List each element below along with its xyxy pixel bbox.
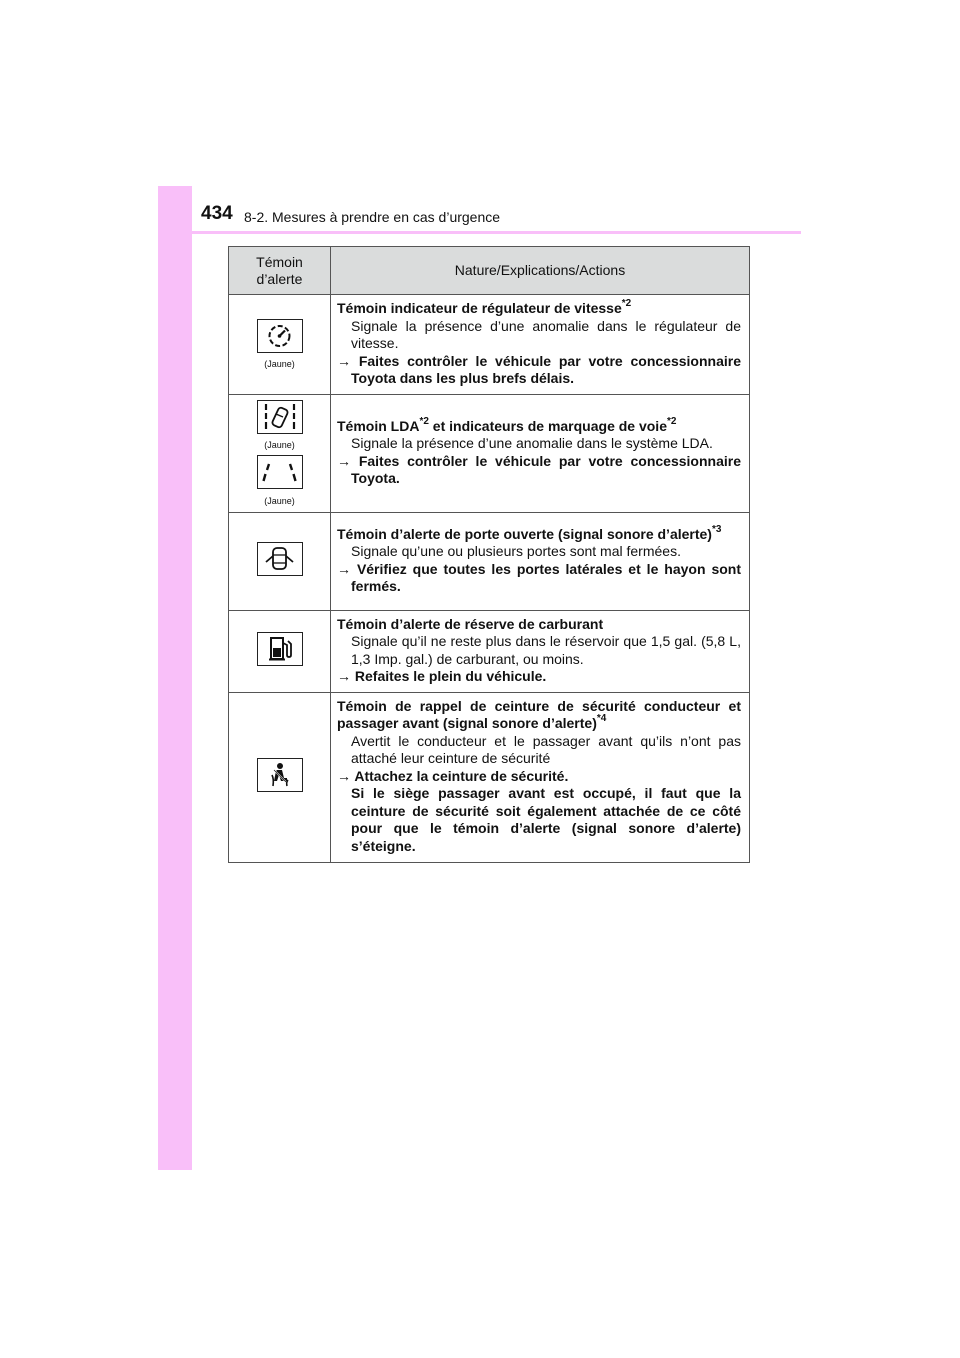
arrow-glyph: → — [337, 452, 351, 469]
row-description: Signale la présence d’une anomalie dans le régulateur de vitesse. — [351, 317, 741, 351]
row-action: Refaites le plein du véhicule. — [354, 668, 547, 684]
col-header-line1: Témoin — [256, 253, 303, 270]
arrow-glyph: → — [337, 767, 351, 784]
arrow-glyph: → — [337, 560, 351, 577]
footnote-ref: *2 — [621, 298, 632, 309]
door-open-icon — [257, 542, 303, 576]
table-row — [229, 295, 750, 395]
footnote-ref: *2 — [666, 415, 677, 427]
row-title: Témoin LDA — [337, 417, 420, 434]
icon-cell — [229, 692, 331, 862]
fuel-pump-icon — [257, 632, 303, 666]
description-cell — [331, 692, 750, 862]
row-action: Vérifiez que toutes les portes latérales et le hayon sont fermés. — [351, 560, 741, 594]
lda-icon — [257, 400, 303, 434]
table-row — [229, 610, 750, 692]
lane-marking-icon — [257, 455, 303, 489]
row-action: Attachez la ceinture de sécurité. — [354, 767, 569, 784]
footnote-ref: *4 — [596, 713, 607, 725]
description-cell — [331, 610, 750, 692]
icon-cell — [229, 512, 331, 610]
cruise-control-icon — [257, 319, 303, 353]
arrow-glyph: → — [337, 352, 351, 369]
table-row — [229, 692, 750, 862]
row-description: Signale la présence d’une anomalie dans le système LDA. — [351, 435, 713, 451]
description-cell — [331, 512, 750, 610]
side-tab-band — [158, 186, 192, 1170]
row-description: Signale qu’il ne reste plus dans le réservoir que 1,5 gal. (5,8 L, 1,3 Imp. gal.) de carburant, ou moins. — [351, 633, 741, 667]
page-number: 434 — [201, 203, 233, 224]
row-action: Faites contrôler le véhicule par votre concessionnaire Toyota. — [351, 452, 741, 486]
col-header-nature: Nature/Explications/Actions — [331, 247, 750, 295]
col-header-indicator — [229, 247, 331, 295]
footnote-ref: *3 — [711, 523, 722, 535]
arrow-glyph: → — [337, 668, 351, 684]
description-cell — [331, 295, 750, 395]
table-row — [229, 512, 750, 610]
row-title: Témoin indicateur de régulateur de vitesse — [337, 300, 622, 316]
section-title: 8-2. Mesures à prendre en cas d’urgence — [244, 209, 501, 225]
header-rule — [158, 231, 801, 234]
row-title: Témoin d’alerte de réserve de carburant — [337, 615, 604, 632]
row-title: Témoin d’alerte de porte ouverte (signal sonore d’alerte) — [337, 525, 712, 542]
table-row — [229, 394, 750, 512]
icon-caption: (Jaune) — [264, 495, 295, 506]
icon-cell — [229, 394, 331, 512]
seatbelt-icon — [257, 758, 303, 792]
row-description: Avertit le conducteur et le passager avant qu’ils n’ont pas attaché leur ceinture de sécurité — [351, 732, 741, 767]
warning-light-table — [228, 246, 750, 863]
icon-caption: (Jaune) — [264, 359, 295, 369]
icon-cell — [229, 295, 331, 395]
row-action-detail: Si le siège passager avant est occupé, il faut que la ceinture de sécurité soit également attachée de ce côté pour que le témoin d’alerte (signal sonore d’alerte) s’éteigne. — [351, 785, 741, 854]
col-header-line2: d’alerte — [256, 270, 303, 287]
footnote-ref: *2 — [419, 415, 429, 427]
row-title: Témoin de rappel de ceinture de sécurité conducteur et passager avant (signal sonore d’alerte) — [337, 697, 741, 732]
description-cell — [331, 394, 750, 512]
row-description: Signale qu’une ou plusieurs portes sont mal fermées. — [351, 543, 681, 559]
icon-cell — [229, 610, 331, 692]
icon-caption: (Jaune) — [264, 440, 295, 450]
table-header-row — [229, 247, 750, 295]
row-action: Faites contrôler le véhicule par votre concessionnaire Toyota dans les plus brefs délais. — [351, 352, 741, 386]
row-title-cont: et indicateurs de marquage de voie — [428, 417, 667, 434]
